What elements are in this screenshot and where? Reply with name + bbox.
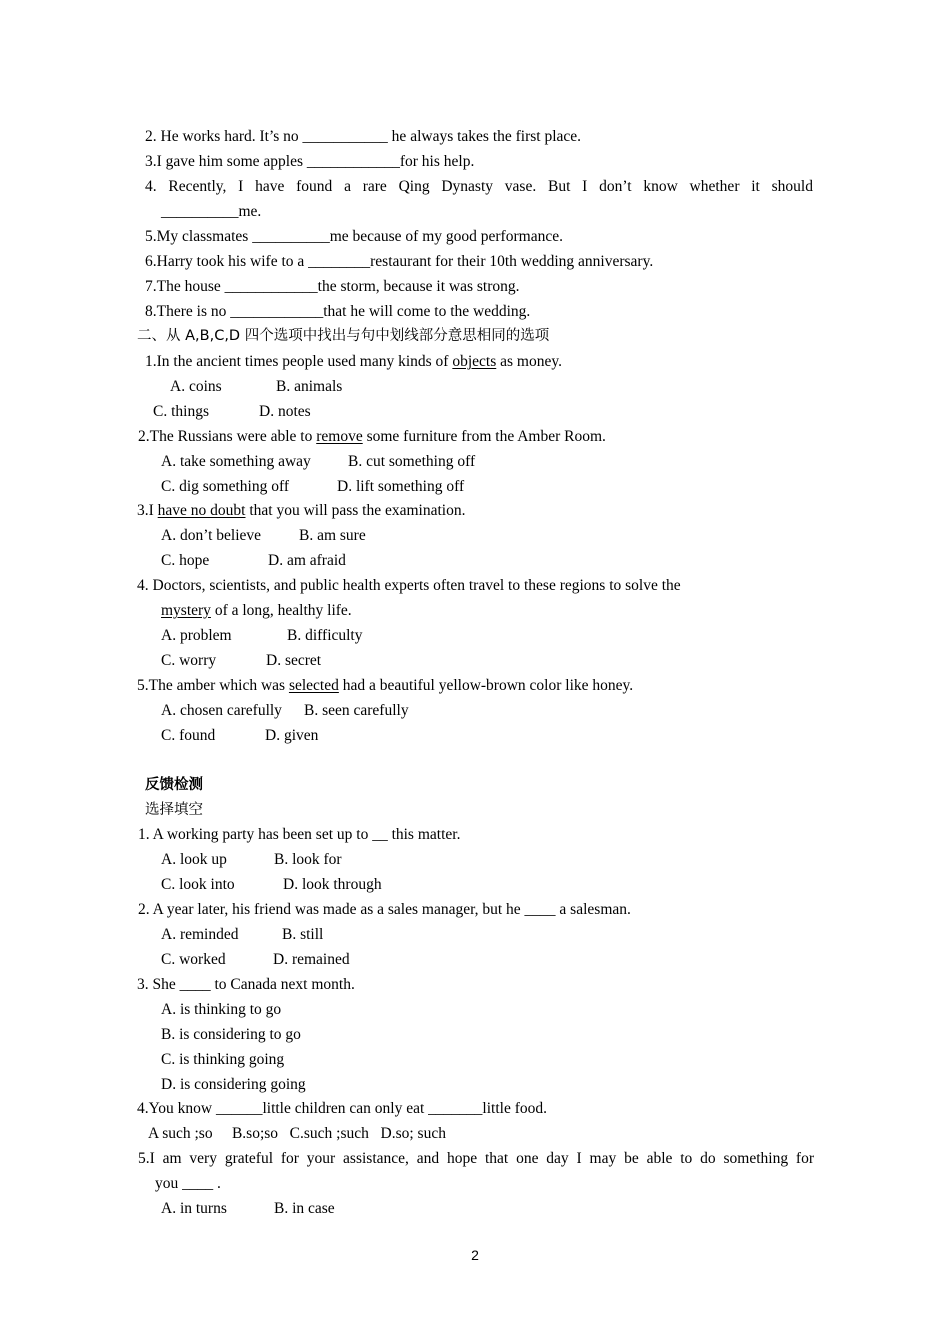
p2-q3-optC: C. hope: [161, 552, 210, 569]
p1-q2: 2. He works hard. It’s no ___________ he always takes the first place.: [145, 128, 582, 145]
fb-q5-optB: B. in case: [274, 1200, 335, 1217]
underlined-word: mystery: [161, 602, 211, 619]
p2-q4-optD: D. secret: [266, 652, 322, 669]
p1-q8: 8.There is no ____________that he will come to the wedding.: [145, 303, 531, 320]
p2-q5-stem: 5.The amber which was selected had a beautiful yellow-brown color like honey.: [137, 677, 634, 694]
p2-q2-optA: A. take something away: [161, 453, 311, 470]
fb-q2-optA: A. reminded: [161, 926, 239, 943]
p1-q4-line2: __________me.: [161, 203, 262, 220]
p1-q4-line1: 4. Recently, I have found a rare Qing Dynasty vase. But I don’t know whether it should: [145, 178, 813, 195]
p2-q4-line1: 4. Doctors, scientists, and public health experts often travel to these regions to solve the: [137, 577, 681, 594]
fb-q3-optD: D. is considering going: [161, 1076, 306, 1093]
p1-q3: 3.I gave him some apples ____________for his help.: [145, 153, 475, 170]
p2-q5-optB: B. seen carefully: [304, 702, 409, 719]
feedback-subtitle: 选择填空: [145, 802, 203, 818]
fb-q1-optB: B. look for: [274, 851, 342, 868]
p2-q4-optA: A. problem: [161, 627, 232, 644]
p2-q2-stem: 2.The Russians were able to remove some furniture from the Amber Room.: [138, 428, 606, 445]
p2-q3-optD: D. am afraid: [268, 552, 346, 569]
p2-q1-optC: C. things: [153, 403, 209, 420]
fb-q1-optA: A. look up: [161, 851, 227, 868]
fb-q1-optC: C. look into: [161, 876, 235, 893]
p2-q3-optA: A. don’t believe: [161, 527, 262, 544]
p2-q1-stem: 1.In the ancient times people used many kinds of objects as money.: [145, 353, 562, 370]
fb-q4-stem: 4.You know ______little children can only eat _______little food.: [137, 1100, 547, 1117]
p1-q5: 5.My classmates __________me because of my good performance.: [145, 228, 563, 245]
p2-q2-optB: B. cut something off: [348, 453, 476, 470]
p2-q3-optB: B. am sure: [299, 527, 366, 544]
p2-q3-stem: 3.I have no doubt that you will pass the examination.: [137, 502, 466, 519]
fb-q4-options: A such ;so B.so;so C.such ;such D.so; such: [148, 1125, 446, 1142]
underlined-word: have no doubt: [157, 502, 246, 519]
p2-q5-optC: C. found: [161, 727, 216, 744]
p1-q6: 6.Harry took his wife to a ________restaurant for their 10th wedding anniversary.: [145, 253, 654, 270]
fb-q5-optA: A. in turns: [161, 1200, 227, 1217]
fb-q2-stem: 2. A year later, his friend was made as a sales manager, but he ____ a salesman.: [138, 901, 631, 918]
fb-q3-optA: A. is thinking to go: [161, 1001, 282, 1018]
p2-q4-line2: mystery of a long, healthy life.: [161, 602, 352, 619]
fb-q3-optC: C. is thinking going: [161, 1051, 285, 1068]
page-number: 2: [471, 1247, 479, 1263]
feedback-title: 反馈检测: [145, 777, 203, 793]
fb-q5-line1: 5.I am very grateful for your assistance, and hope that one day I may be able to do something for: [138, 1150, 814, 1167]
underlined-word: selected: [288, 677, 339, 694]
p2-q1-optA: A. coins: [170, 378, 222, 395]
underlined-word: remove: [316, 428, 363, 445]
fb-q2-optD: D. remained: [273, 951, 350, 968]
fb-q5-line2: you ____ .: [155, 1175, 221, 1192]
p2-q2-optD: D. lift something off: [337, 478, 465, 495]
fb-q3-optB: B. is considering to go: [161, 1026, 301, 1043]
fb-q2-optC: C. worked: [161, 951, 226, 968]
fb-q3-stem: 3. She ____ to Canada next month.: [137, 976, 355, 993]
p2-q5-optD: D. given: [265, 727, 319, 744]
p2-q1-optD: D. notes: [259, 403, 311, 420]
part2-heading: 二、从 A,B,C,D 四个选项中找出与句中划线部分意思相同的选项: [137, 328, 550, 344]
p2-q4-optC: C. worry: [161, 652, 217, 669]
p1-q7: 7.The house ____________the storm, because it was strong.: [145, 278, 520, 295]
p2-q4-optB: B. difficulty: [287, 627, 363, 644]
p2-q1-optB: B. animals: [276, 378, 343, 395]
p2-q2-optC: C. dig something off: [161, 478, 290, 495]
p2-q5-optA: A. chosen carefully: [161, 702, 282, 719]
underlined-word: objects: [452, 353, 497, 370]
fb-q1-optD: D. look through: [283, 876, 382, 893]
fb-q2-optB: B. still: [282, 926, 324, 943]
fb-q1-stem: 1. A working party has been set up to __ this matter.: [138, 826, 461, 843]
